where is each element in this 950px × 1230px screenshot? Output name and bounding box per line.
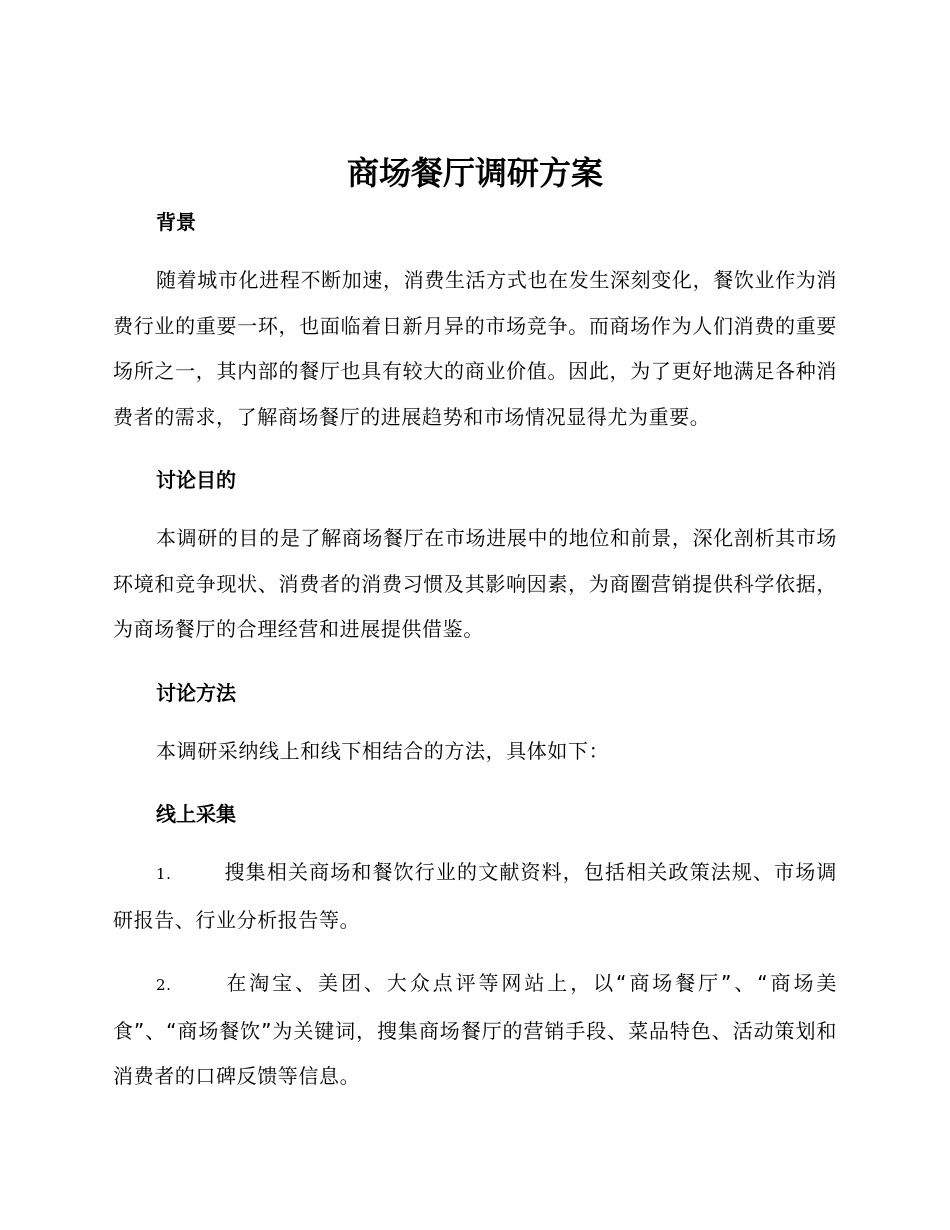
list-item-number: 1. bbox=[156, 865, 172, 883]
document-body bbox=[113, 200, 837, 1100]
list-item bbox=[113, 961, 837, 1100]
background-paragraph: 随着城市化进程不断加速，消费生活方式也在发生深刻变化，餐饮业作为消费行业的重要一环，也面临着日新月异的市场竞争。而商场作为人们消费的重要场所之一，其内部的餐厅也具有较大的商业价值。因此，为了更好地满足各种消费者的需求，了解商场餐厅的进展趋势和市场情况显得尤为重要。 bbox=[113, 268, 837, 429]
list-item-text: 搜集相关商场和餐饮行业的文献资料，包括相关政策法规、市场调研报告、行业分析报告等。 bbox=[113, 860, 837, 932]
section-heading-purpose: 讨论目的 bbox=[156, 468, 236, 492]
section-heading-online: 线上采集 bbox=[156, 802, 236, 826]
section-heading-method: 讨论方法 bbox=[156, 680, 236, 705]
document-title: 商场餐厅调研方案 bbox=[346, 154, 603, 192]
list-item bbox=[113, 850, 837, 943]
list-item-text: 在淘宝、美团、大众点评等网站上，以“商场餐厅”、“商场美食”、“商场餐饮”为关键词，搜集商场餐厅的营销手段、菜品特色、活动策划和消费者的口碑反馈等信息。 bbox=[113, 971, 837, 1088]
method-paragraph: 本调研采纳线上和线下相结合的方法，具体如下： bbox=[156, 738, 610, 763]
list-item-number: 2. bbox=[156, 976, 172, 994]
purpose-paragraph: 本调研的目的是了解商场餐厅在市场进展中的地位和前景，深化剖析其市场环境和竞争现状、消费者的消费习惯及其影响因素，为商圈营销提供科学依据，为商场餐厅的合理经营和进展提供借鉴。 bbox=[113, 526, 837, 641]
section-heading-background: 背景 bbox=[156, 210, 196, 234]
